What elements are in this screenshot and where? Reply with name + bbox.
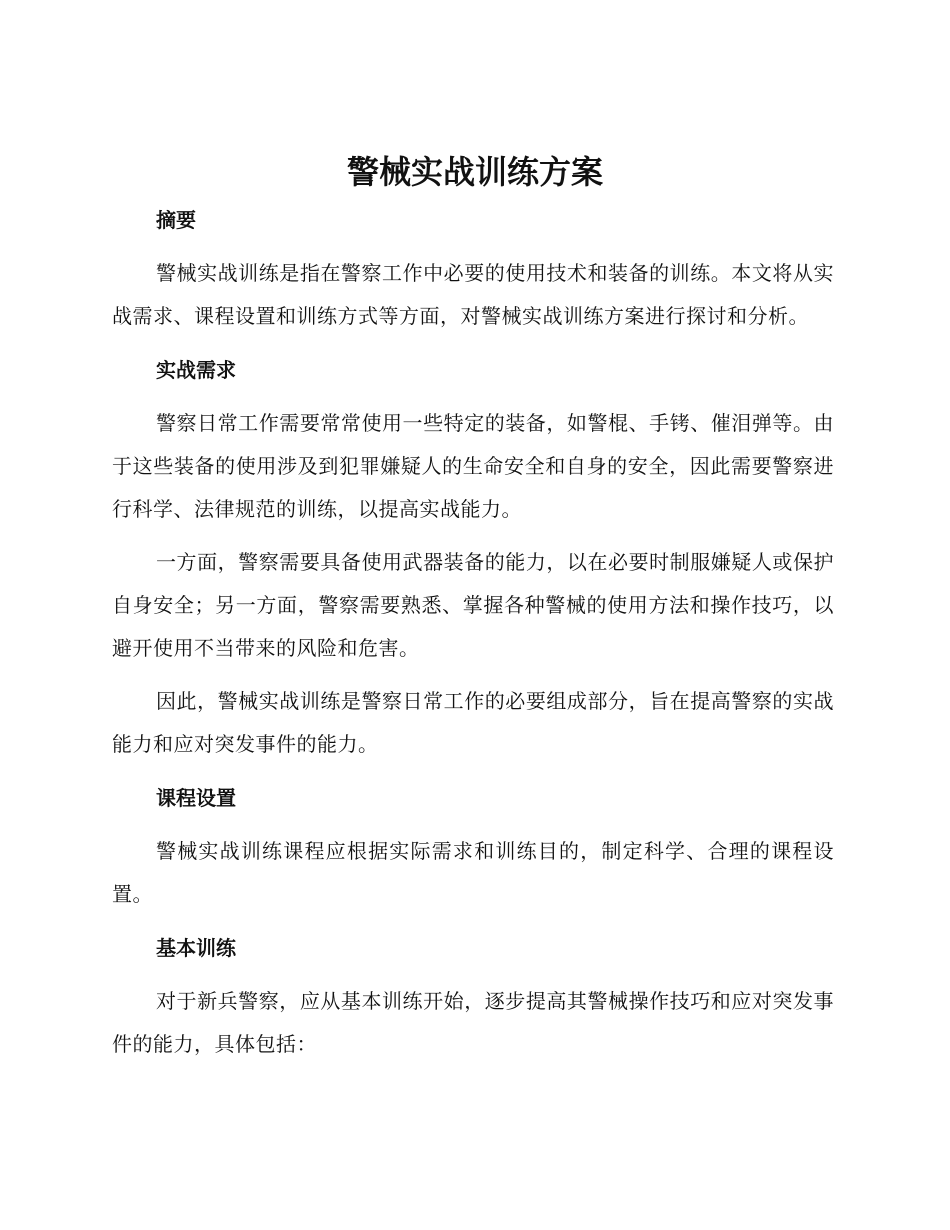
section-heading-abstract: 摘要 bbox=[156, 208, 196, 232]
paragraph-course-1: 警械实战训练课程应根据实际需求和训练目的，制定科学、合理的课程设置。 bbox=[112, 839, 834, 906]
paragraph-needs-1: 警察日常工作需要常常使用一些特定的装备，如警棍、手铐、催泪弹等。由于这些装备的使用涉及到犯罪嫌疑人的生命安全和自身的安全，因此需要警察进行科学、法律规范的训练，以提高实战能力。 bbox=[112, 411, 834, 521]
section-heading-needs: 实战需求 bbox=[156, 358, 236, 382]
document-title: 警械实战训练方案 bbox=[346, 153, 603, 191]
document-body bbox=[112, 198, 834, 1076]
paragraph-abstract: 警械实战训练是指在警察工作中必要的使用技术和装备的训练。本文将从实战需求、课程设置和训练方式等方面，对警械实战训练方案进行探讨和分析。 bbox=[112, 261, 834, 328]
paragraph-needs-2: 一方面，警察需要具备使用武器装备的能力，以在必要时制服嫌疑人或保护自身安全；另一方面，警察需要熟悉、掌握各种警械的使用方法和操作技巧，以避开使用不当带来的风险和危害。 bbox=[112, 550, 834, 660]
paragraph-basic-1: 对于新兵警察，应从基本训练开始，逐步提高其警械操作技巧和应对突发事件的能力，具体包括： bbox=[112, 989, 834, 1056]
section-heading-course: 课程设置 bbox=[156, 786, 236, 810]
paragraph-needs-3: 因此，警械实战训练是警察日常工作的必要组成部分，旨在提高警察的实战能力和应对突发事件的能力。 bbox=[112, 689, 834, 756]
section-heading-basic: 基本训练 bbox=[156, 936, 236, 960]
